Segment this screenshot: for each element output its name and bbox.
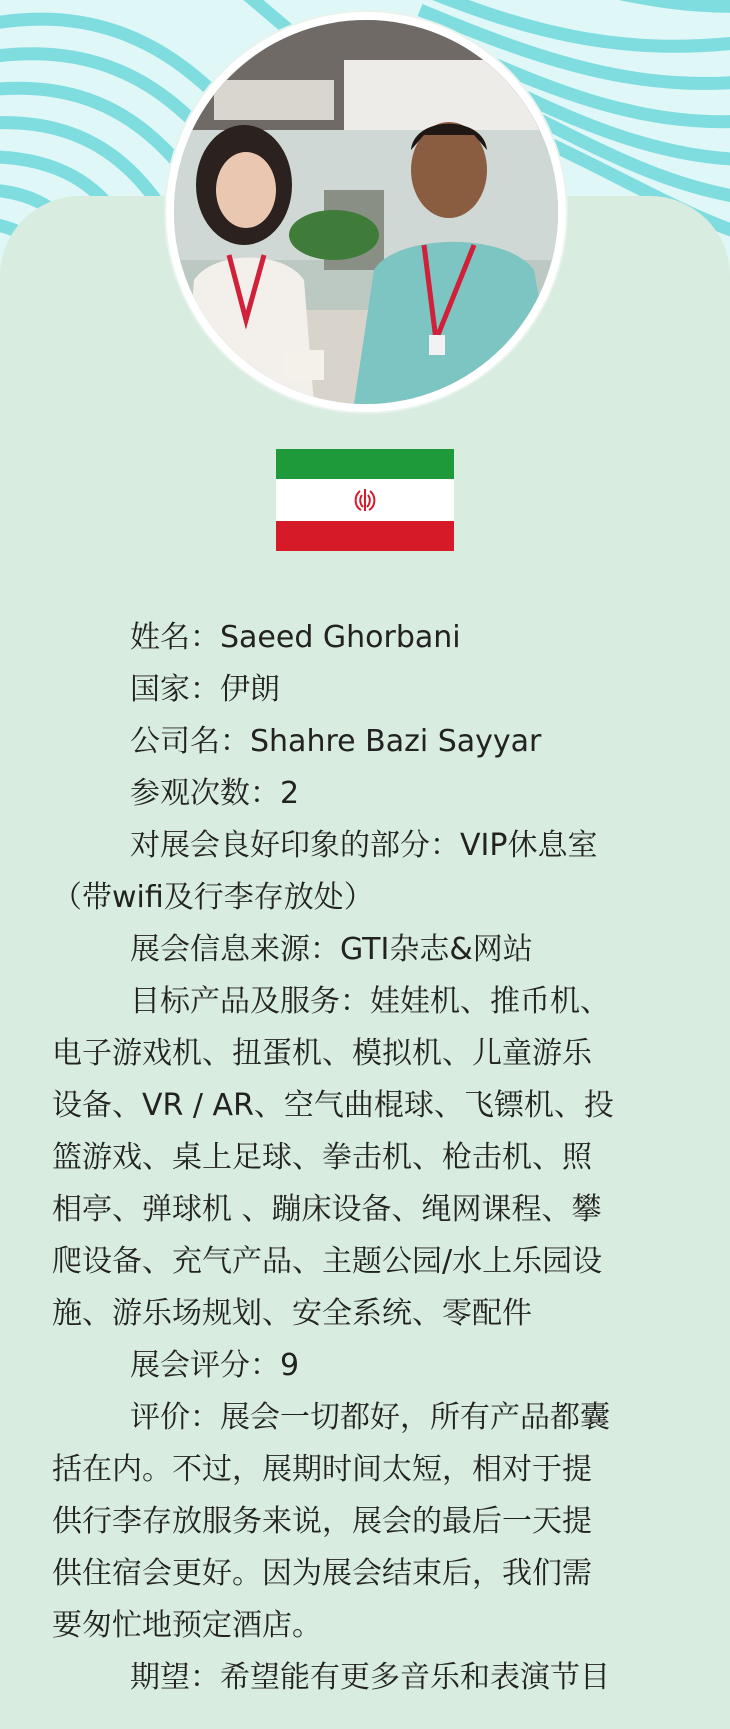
flag-takbir-bottom xyxy=(276,518,454,521)
visitor-photo xyxy=(174,20,558,404)
source-line: 展会信息来源：GTI杂志&网站 xyxy=(130,932,533,967)
products-line: 目标产品及服务：娃娃机、推币机、 xyxy=(130,984,610,1019)
score-line: 展会评分：9 xyxy=(130,1348,300,1383)
products-line: 电子游戏机、扭蛋机、模拟机、儿童游乐 xyxy=(52,1036,592,1071)
visits-line: 参观次数：2 xyxy=(130,776,300,811)
products-line: 爬设备、充气产品、主题公园/水上乐园设 xyxy=(52,1244,603,1279)
expectation-line: 期望：希望能有更多音乐和表演节目 xyxy=(130,1660,610,1695)
review-paragraph xyxy=(52,1392,677,1652)
products-line: 设备、VR / AR、空气曲棍球、飞镖机、投 xyxy=(52,1088,614,1123)
review-line: 括在内。不过，展期时间太短，相对于提 xyxy=(52,1452,592,1487)
review-line: 要匆忙地预定酒店。 xyxy=(52,1608,322,1643)
flag-red-stripe xyxy=(276,521,454,551)
review-line: 评价：展会一切都好，所有产品都囊 xyxy=(130,1400,610,1435)
name-line: 姓名：Saeed Ghorbani xyxy=(130,620,461,655)
impression-paragraph xyxy=(52,820,677,924)
products-line: 施、游乐场规划、安全系统、零配件 xyxy=(52,1296,532,1331)
impression-line: （带wifi及行李存放处） xyxy=(52,880,374,915)
review-line: 供行李存放服务来说，展会的最后一天提 xyxy=(52,1504,592,1539)
impression-line: 对展会良好印象的部分：VIP休息室 xyxy=(130,828,598,863)
flag-emblem-icon xyxy=(353,486,377,514)
review-line: 供住宿会更好。因为展会结束后，我们需 xyxy=(52,1556,592,1591)
products-paragraph xyxy=(52,976,677,1340)
flag-green-stripe xyxy=(276,449,454,479)
country-line: 国家：伊朗 xyxy=(130,672,280,707)
flag-white-stripe xyxy=(276,479,454,521)
flag-takbir-top xyxy=(276,479,454,482)
profile-text xyxy=(52,612,677,1704)
products-line: 篮游戏、桌上足球、拳击机、枪击机、照 xyxy=(52,1140,592,1175)
company-line: 公司名：Shahre Bazi Sayyar xyxy=(130,724,542,759)
iran-flag xyxy=(276,449,454,551)
products-line: 相亭、弹球机 、蹦床设备、绳网课程、攀 xyxy=(52,1192,602,1227)
